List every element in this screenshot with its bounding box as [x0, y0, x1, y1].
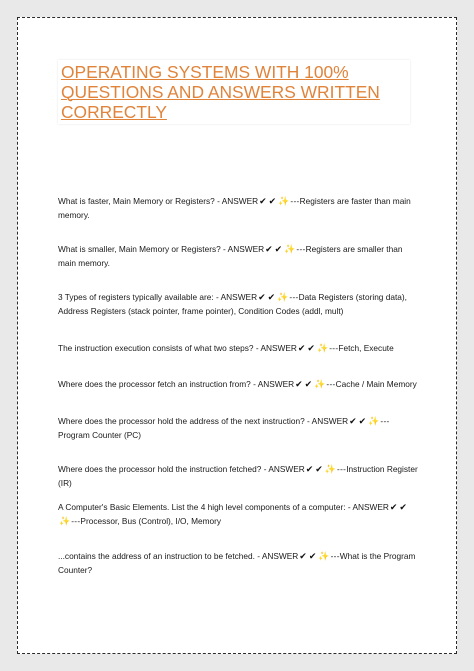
- sparkle-icon: ✨: [318, 552, 330, 562]
- check-mark-icon: ✔: [307, 344, 315, 354]
- check-mark-icon: ✔: [304, 380, 313, 390]
- answer-label: ANSWER: [311, 416, 349, 426]
- answer-text: Data Registers (storing data), Address Registers (stack pointer, frame pointer), Condition Codes (addl, mult): [58, 292, 407, 316]
- answer-separator: ---: [71, 515, 81, 526]
- answer-separator: ---: [326, 379, 336, 389]
- question-text: Where does the processor hold the address of the next instruction? -: [58, 416, 312, 426]
- qa-item: [58, 243, 418, 270]
- check-mark-icon: ✔: [259, 197, 267, 207]
- answer-label: ANSWER: [221, 196, 259, 206]
- qa-item: [58, 415, 418, 442]
- check-mark-icon: ✔: [349, 417, 357, 427]
- sparkle-icon: ✨: [278, 197, 290, 207]
- check-mark-icon: ✔: [389, 503, 398, 513]
- qa-item: [58, 550, 418, 577]
- answer-text: Program Counter (PC): [58, 429, 141, 440]
- question-text: 3 Types of registers typically available are: -: [58, 292, 221, 302]
- answer-label: ANSWER: [227, 244, 265, 254]
- qa-item: [58, 291, 418, 318]
- sparkle-icon: ✨: [314, 380, 326, 390]
- answer-label: ANSWER: [268, 464, 305, 474]
- answer-text: What is the Program Counter?: [58, 551, 416, 575]
- sparkle-icon: ✨: [368, 417, 380, 427]
- answer-separator: ---: [380, 416, 390, 426]
- question-text: What is smaller, Main Memory or Registers? -: [58, 244, 228, 254]
- answer-label: ANSWER: [260, 343, 297, 353]
- check-mark-icon: ✔: [399, 503, 407, 513]
- answer-label: ANSWER: [257, 379, 295, 389]
- sparkle-icon: ✨: [316, 344, 329, 354]
- qa-item: [58, 463, 418, 490]
- title-line: QUESTIONS AND ANSWERS WRITTEN: [61, 82, 380, 102]
- question-text: Where does the processor hold the instruction fetched? -: [58, 464, 269, 474]
- check-mark-icon: ✔: [258, 293, 266, 303]
- answer-label: ANSWER: [261, 551, 299, 561]
- qa-item: [58, 342, 418, 356]
- answer-label: ANSWER: [352, 502, 389, 512]
- document-page: [17, 17, 457, 654]
- title-line: OPERATING SYSTEMS WITH 100%: [61, 62, 349, 82]
- check-mark-icon: ✔: [268, 197, 277, 207]
- answer-separator: ---: [296, 244, 306, 254]
- qa-item: [58, 195, 418, 222]
- check-mark-icon: ✔: [265, 245, 273, 255]
- check-mark-icon: ✔: [299, 552, 307, 562]
- answer-text: Processor, Bus (Control), I/O, Memory: [80, 515, 222, 526]
- answer-text: Fetch, Execute: [338, 343, 394, 353]
- question-text: The instruction execution consists of what two steps? -: [58, 343, 261, 353]
- question-text: Where does the processor fetch an instruction from? -: [58, 379, 258, 389]
- answer-separator: ---: [329, 343, 339, 353]
- answer-text: Cache / Main Memory: [335, 379, 417, 389]
- answer-label: ANSWER: [220, 292, 258, 302]
- check-mark-icon: ✔: [274, 245, 283, 255]
- document-title: [58, 60, 410, 124]
- answer-text: Instruction Register (IR): [58, 464, 418, 488]
- check-mark-icon: ✔: [315, 465, 323, 475]
- answer-separator: ---: [290, 196, 300, 206]
- qa-item: [58, 501, 418, 528]
- answer-separator: ---: [289, 292, 299, 302]
- check-mark-icon: ✔: [267, 293, 276, 303]
- question-text: ...contains the address of an instruction to be fetched. -: [58, 551, 262, 561]
- check-mark-icon: ✔: [358, 417, 367, 427]
- answer-separator: ---: [330, 551, 340, 561]
- sparkle-icon: ✨: [277, 293, 289, 303]
- sparkle-icon: ✨: [324, 465, 337, 475]
- title-line: CORRECTLY: [61, 102, 167, 122]
- answer-text: Registers are faster than main memory.: [58, 196, 411, 220]
- answer-separator: ---: [337, 464, 347, 474]
- question-text: A Computer's Basic Elements. List the 4 high level components of a computer: -: [58, 502, 353, 512]
- sparkle-icon: ✨: [284, 245, 296, 255]
- check-mark-icon: ✔: [295, 380, 303, 390]
- answer-text: Registers are smaller than main memory.: [58, 244, 403, 268]
- qa-item: [58, 378, 418, 392]
- question-text: What is faster, Main Memory or Registers? -: [58, 196, 222, 206]
- sparkle-icon: ✨: [59, 516, 71, 527]
- check-mark-icon: ✔: [297, 344, 306, 354]
- check-mark-icon: ✔: [308, 552, 317, 562]
- check-mark-icon: ✔: [305, 465, 314, 475]
